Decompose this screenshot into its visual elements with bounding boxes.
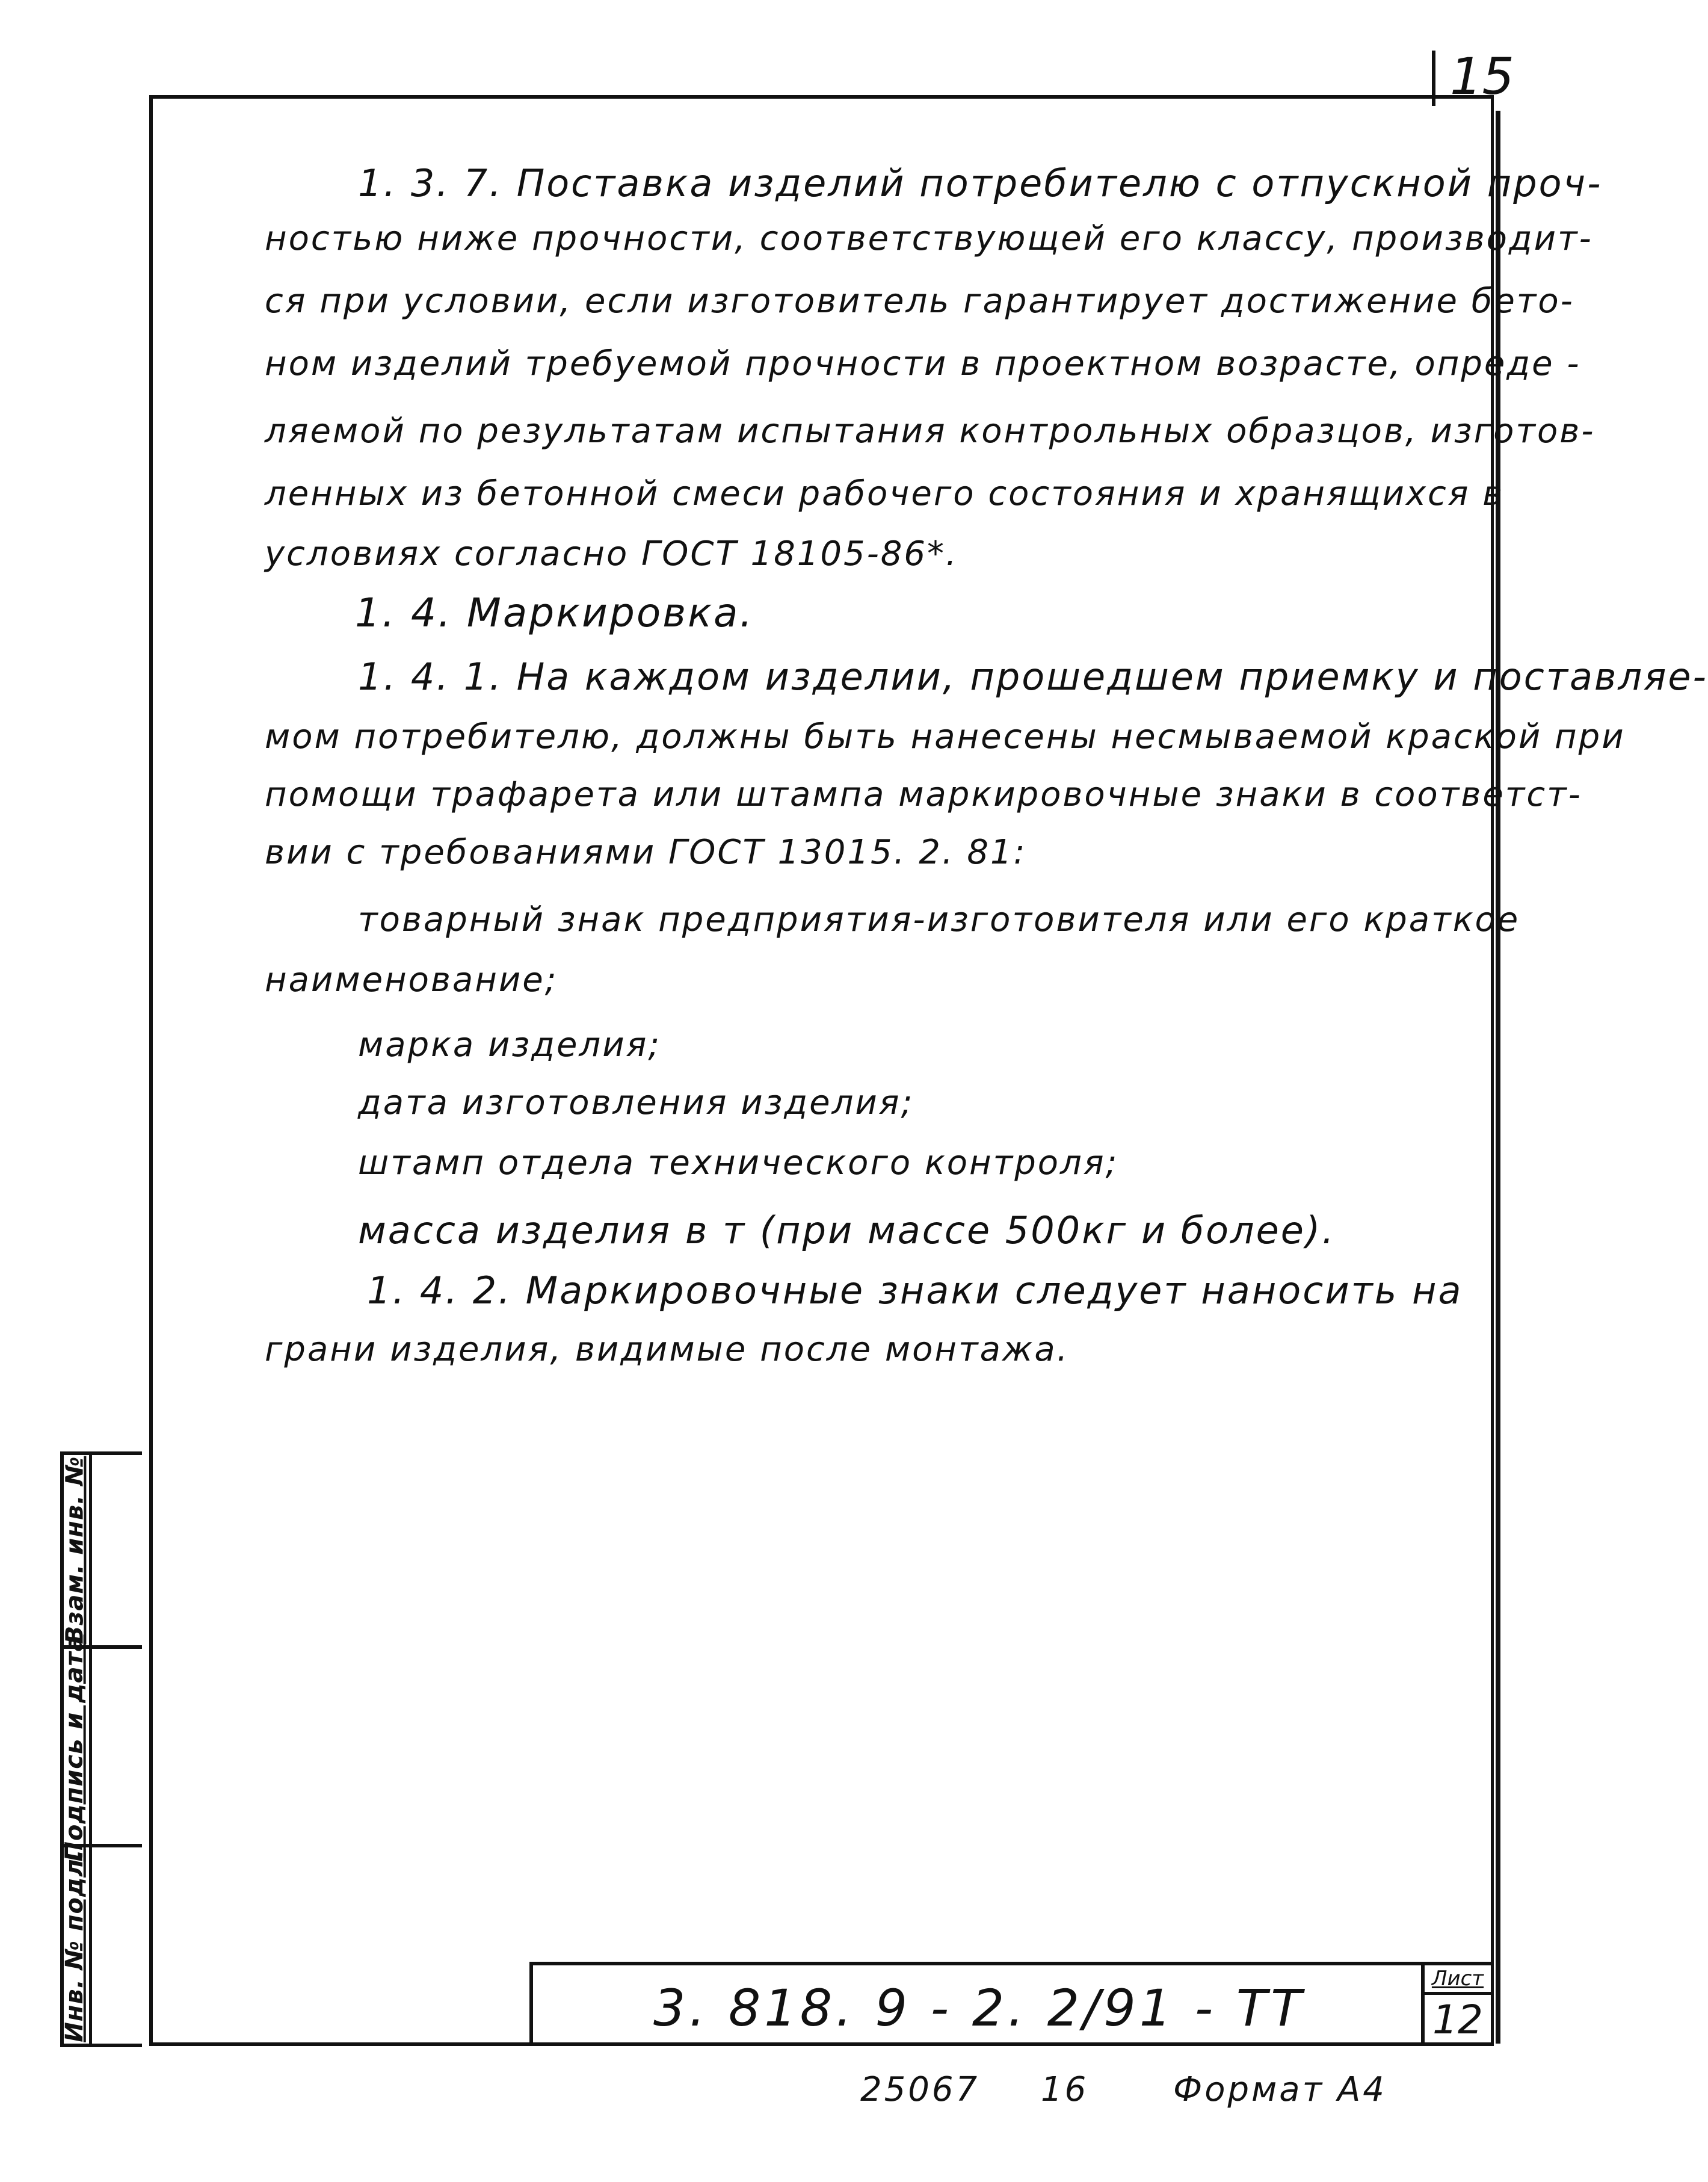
- paragraph-line: условиях согласно ГОСТ 18105-86*.: [265, 534, 958, 573]
- sheet-number: 12: [1432, 1997, 1483, 2043]
- paragraph-line: 1. 4. 2. Маркировочные знаки следует наносить на: [367, 1269, 1463, 1312]
- cell-replaced-inv: [61, 1455, 142, 1645]
- section-heading: 1. 4. Маркировка.: [355, 590, 754, 636]
- copy-number: 16: [1041, 2070, 1089, 2109]
- cell-inv-no-orig: [61, 1844, 142, 2047]
- cell-signature-date: [61, 1634, 142, 1862]
- paragraph-line: ном изделий требуемой прочности в проектном возрасте, опреде -: [265, 344, 1581, 383]
- list-item: штамп отдела технического контроля;: [358, 1143, 1119, 1182]
- paragraph-line: помощи трафарета или штампа маркировочные знаки в соответст-: [265, 775, 1583, 814]
- label-inv-no-orig: Инв. № подл.: [61, 1849, 89, 2042]
- list-item: дата изготовления изделия;: [358, 1083, 914, 1122]
- list-item: масса изделия в т (при массе 500кг и более).: [358, 1208, 1336, 1252]
- sheet-format: Формат А4: [1173, 2070, 1387, 2109]
- title-block: [529, 1962, 1491, 2042]
- paragraph-line: вии с требованиями ГОСТ 13015. 2. 81:: [265, 833, 1027, 872]
- document-code: 3. 818. 9 - 2. 2/91 - ТТ: [653, 1979, 1306, 2038]
- paragraph-line: ляемой по результатам испытания контрольных образцов, изготов-: [265, 412, 1595, 451]
- margin-stamp-strip: [60, 1451, 142, 2047]
- paragraph-line: грани изделия, видимые после монтажа.: [265, 1330, 1070, 1369]
- list-item: товарный знак предприятия-изготовителя или его краткое: [358, 900, 1520, 939]
- list-item: марка изделия;: [358, 1025, 662, 1065]
- footer: [860, 2070, 1522, 2130]
- frame-right-edge: [1496, 111, 1500, 2044]
- drawing-frame: [149, 95, 1494, 2046]
- paragraph-line: мом потребителю, должны быть нанесены несмываемой краской при: [265, 717, 1626, 756]
- corner-page-number: [1432, 47, 1516, 106]
- paragraph-line: ленных из бетонной смеси рабочего состояния и хранящихся в: [265, 474, 1505, 513]
- paragraph-line: 1. 4. 1. На каждом изделии, прошедшем приемку и поставляе-: [358, 655, 1708, 699]
- paragraph-line: 1. 3. 7. Поставка изделий потребителю с отпускной проч-: [358, 161, 1603, 205]
- paragraph-line: ностью ниже прочности, соответствующей его классу, производит-: [265, 219, 1593, 258]
- sheet-box: [1421, 1965, 1491, 2042]
- sheet-label: Лист: [1425, 1965, 1491, 1995]
- list-item: наименование;: [265, 960, 558, 1000]
- label-replaced-inv: Взам. инв. №: [61, 1456, 89, 1645]
- paragraph-line: ся при условии, если изготовитель гарантирует достижение бето-: [265, 282, 1574, 321]
- label-signature-date: Подпись и дата: [61, 1634, 88, 1862]
- archive-number: 25067: [860, 2070, 980, 2109]
- corner-page-number-text: 15: [1450, 47, 1514, 106]
